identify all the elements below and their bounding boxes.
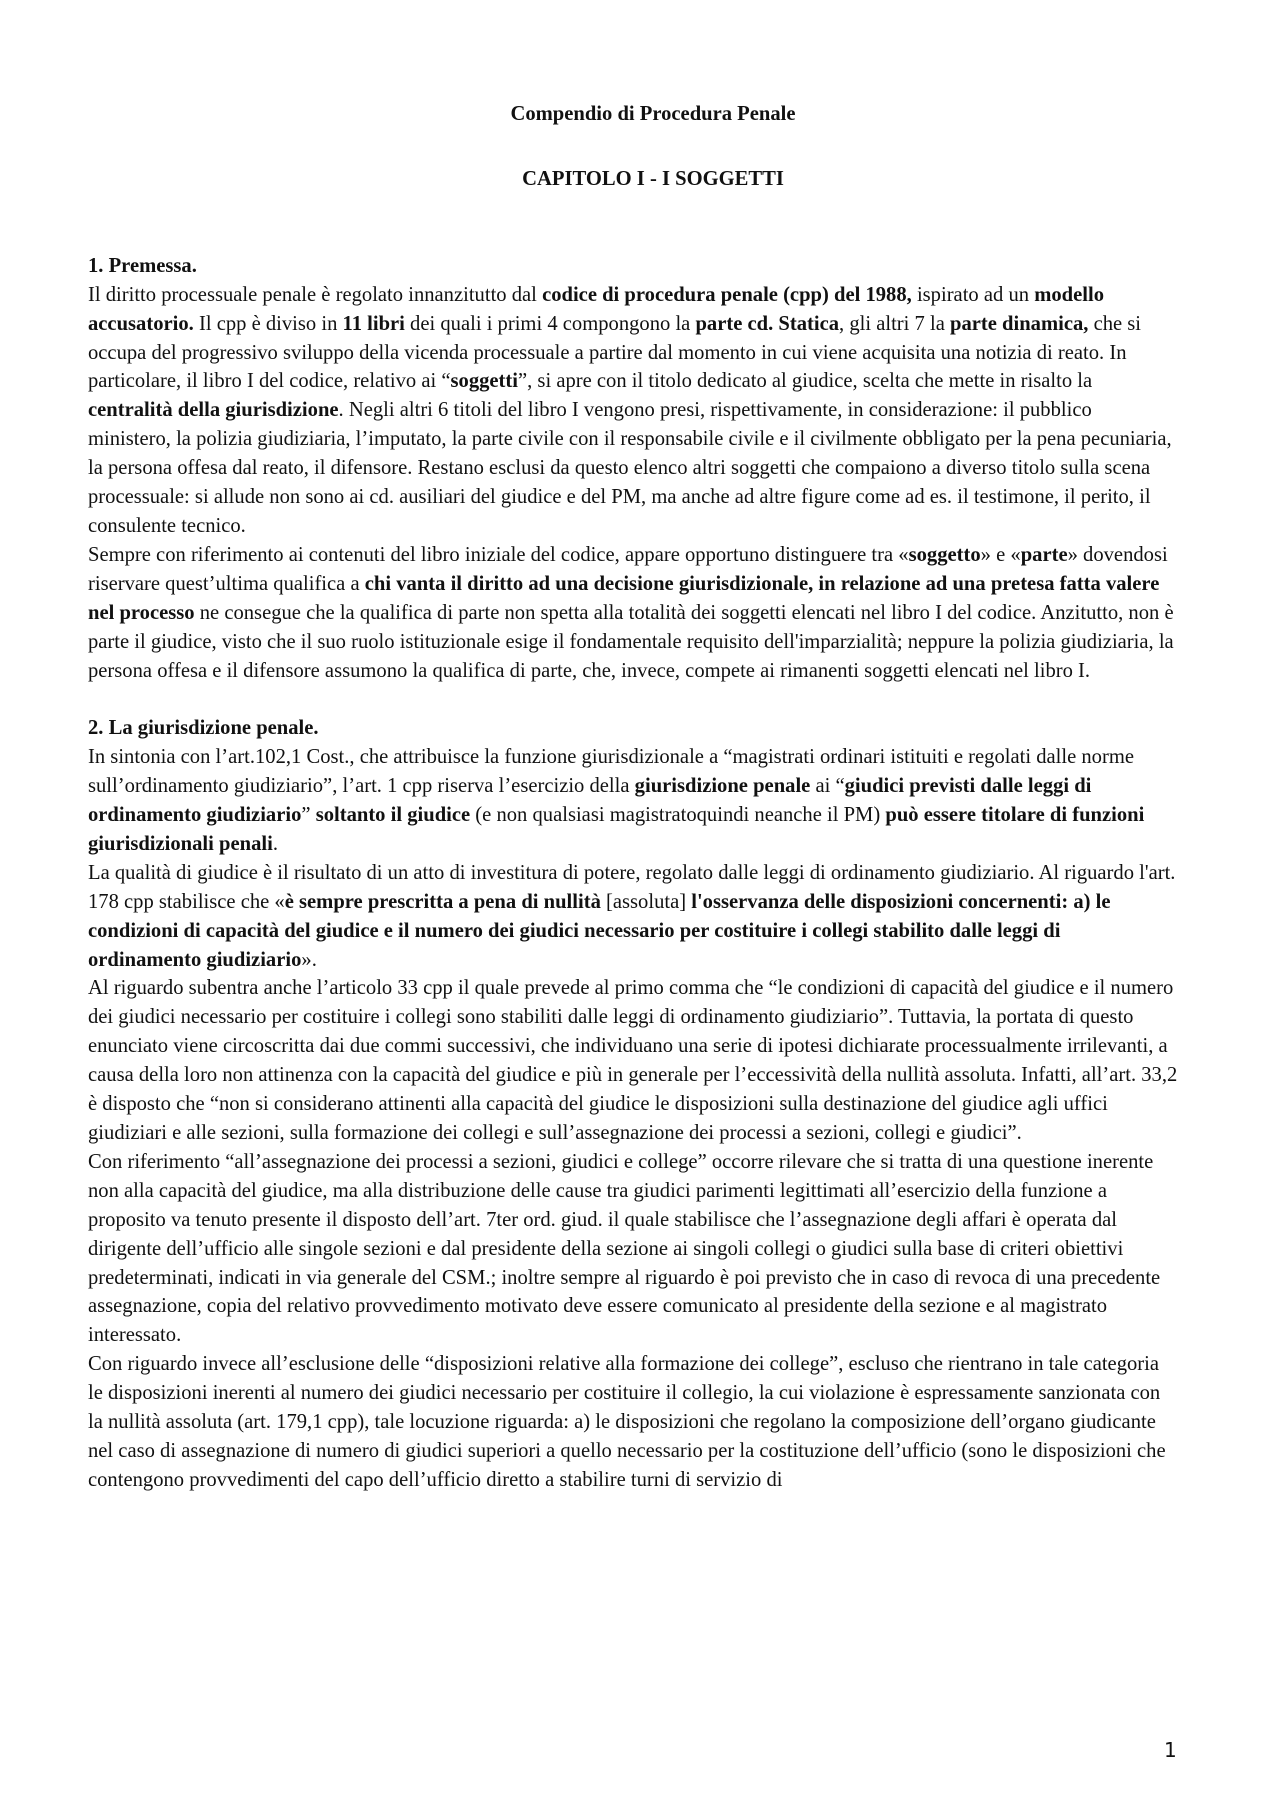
bold-text: soggetto bbox=[908, 543, 981, 566]
bold-text: parte bbox=[1020, 543, 1068, 566]
text-run: che si occupa del progressivo sviluppo della vicenda processuale a partire dal momento in cui viene acquisita una notizia di reato. In particolare, il libro I del codice, relativo ai “ bbox=[88, 312, 1142, 393]
paragraph bbox=[88, 281, 1178, 541]
bold-text: è sempre prescritta a pena di nullità bbox=[284, 890, 601, 913]
text-run: In sintonia con l’art.102,1 Cost., che attribuisce la funzione giurisdizionale a “magistrati ordinari istituiti e regolati dalle norme sull’ordinamento giudiziario”, l’art. 1 cpp riserva l’esercizio della bbox=[88, 746, 1134, 798]
bold-text: soggetti bbox=[450, 370, 518, 393]
paragraph bbox=[88, 859, 1178, 975]
text-run: (e non qualsiasi magistratoquindi neanche il PM) bbox=[470, 804, 886, 827]
text-run: ispirato ad un bbox=[911, 283, 1035, 306]
bold-text: 11 libri bbox=[342, 312, 405, 335]
text-run: ». bbox=[301, 948, 317, 971]
paragraph bbox=[88, 743, 1178, 859]
bold-text: soltanto il giudice bbox=[315, 804, 471, 827]
bold-text: parte dinamica, bbox=[949, 312, 1089, 335]
paragraph bbox=[88, 1148, 1178, 1350]
section-heading: 2. La giurisdizione penale. bbox=[88, 717, 319, 740]
section-premessa bbox=[88, 252, 1178, 686]
section-gap bbox=[88, 685, 1178, 714]
text-run: ”, si apre con il titolo dedicato al giudice, scelta che mette in risalto la bbox=[518, 370, 1093, 393]
bold-text: chi vanta il diritto ad una decisione giurisdizionale, in relazione ad una pretesa fatta valere nel processo bbox=[88, 572, 1160, 624]
text-run: La qualità di giudice è il risultato di un atto di investitura di potere, regolato dalle leggi di ordinamento giudiziario. Al riguardo l'art. 178 cpp stabilisce che « bbox=[88, 861, 1176, 913]
bold-text: parte cd. Statica bbox=[695, 312, 840, 335]
paragraph bbox=[88, 974, 1178, 1147]
text-run: [assoluta] bbox=[600, 890, 692, 913]
paragraph bbox=[88, 1350, 1178, 1495]
text-run: . Negli altri 6 titoli del libro I vengono presi, rispettivamente, in considerazione: il pubblico ministero, la polizia giudiziaria, l’imputato, la parte civile con il responsabile civile e il civilmente obbligato per la pena pecuniaria, la persona offesa dal reato, il difensore. Restano esclusi da questo elenco altri soggetti che compaiono a diverso titolo sulla scena processuale: si allude non sono ai cd. ausiliari del giudice e del PM, ma anche ad altre figure come ad es. il testimone, il perito, il consulente tecnico. bbox=[88, 399, 1172, 537]
page-number: 1 bbox=[1164, 1738, 1177, 1762]
text-run: Il diritto processuale penale è regolato innanzitutto dal bbox=[88, 283, 543, 306]
bold-text: l'osservanza delle disposizioni concernenti: a) le condizioni di capacità del giudice e il numero dei giudici necessario per costituire i collegi stabilito dalle leggi di ordinamento giudiziario bbox=[88, 890, 1111, 971]
text-run: Il cpp è diviso in bbox=[193, 312, 343, 335]
bold-text: giurisdizione penale bbox=[634, 775, 811, 798]
section-giurisdizione bbox=[88, 714, 1178, 1494]
text-run: ” bbox=[301, 804, 316, 827]
bold-text: modello accusatorio. bbox=[88, 283, 1104, 335]
text-run: » dovendosi riservare quest’ultima qualifica a bbox=[88, 543, 1168, 595]
text-run: ai “ bbox=[810, 775, 845, 798]
text-run: . bbox=[272, 832, 278, 855]
text-run: Sempre con riferimento ai contenuti del libro iniziale del codice, appare opportuno distinguere tra « bbox=[88, 543, 909, 566]
section-heading: 1. Premessa. bbox=[88, 254, 197, 277]
text-run: Con riferimento “all’assegnazione dei processi a sezioni, giudici e college” occorre rilevare che si tratta di una questione inerente non alla capacità del giudice, ma alla distribuzione delle cause tra giudici parimenti legittimati all’esercizio della funzione a proposito va tenuto presente il disposto dell’art. 7ter ord. giud. il quale stabilisce che l’assegnazione degli affari è operata dal dirigente dell’ufficio alle singole sezioni e dal presidente della sezione ai singoli collegi o giudici sulla base di criteri obiettivi predeterminati, indicati in via generale del CSM.; inoltre sempre al riguardo è poi previsto che in caso di revoca di una precedente assegnazione, copia del relativo provvedimento motivato deve essere comunicato al presidente della sezione e al magistrato interessato. bbox=[88, 1150, 1161, 1347]
text-run: » e « bbox=[980, 543, 1021, 566]
document-body bbox=[88, 100, 1178, 1495]
text-run: Al riguardo subentra anche l’articolo 33 cpp il quale prevede al primo comma che “le condizioni di capacità del giudice e il numero dei giudici necessario per costituire i collegi sono stabiliti dalle leggi di ordinamento giudiziario”. Tuttavia, la portata di questo enunciato viene circoscritta dai due commi successivi, che individuano una serie di ipotesi dichiarate processualmente irrilevanti, a causa della loro non attinenza con la capacità del giudice e più in generale per l’eccessività della nullità assoluta. Infatti, all’art. 33,2 è disposto che “non si considerano attinenti alla capacità del giudice le disposizioni sulla destinazione del giudice agli uffici giudiziari e alle sezioni, sulla formazione dei collegi e sull’assegnazione dei processi a sezioni, collegi e giudici”. bbox=[88, 977, 1178, 1144]
bold-text: può essere titolare di funzioni giurisdizionali penali bbox=[88, 804, 1145, 855]
chapter-title: CAPITOLO I - I SOGGETTI bbox=[522, 167, 784, 190]
text-run: ne consegue che la qualifica di parte non spetta alla totalità dei soggetti elencati nel libro I del codice. Anzitutto, non è parte il giudice, visto che il suo ruolo istituzionale esige il fondamentale requisito dell'imparzialità; neppure la polizia giudiziaria, la persona offesa e il difensore assumono la qualifica di parte, che, invece, compete ai rimanenti soggetti elencati nel libro I. bbox=[88, 601, 1174, 682]
paragraph bbox=[88, 541, 1178, 686]
bold-text: centralità della giurisdizione bbox=[88, 399, 339, 422]
document-title: Compendio di Procedura Penale bbox=[510, 103, 796, 125]
text-run: dei quali i primi 4 compongono la bbox=[404, 312, 696, 335]
bold-text: giudici previsti dalle leggi di ordinamento giudiziario bbox=[88, 775, 1092, 827]
text-run: , gli altri 7 la bbox=[839, 312, 950, 335]
bold-text: codice di procedura penale (cpp) del 1988, bbox=[542, 283, 912, 306]
text-run: Con riguardo invece all’esclusione delle “disposizioni relative alla formazione dei college”, escluso che rientrano in tale categoria le disposizioni inerenti al numero dei giudici necessario per costituire il collegio, la cui violazione è espressamente sanzionata con la nullità assoluta (art. 179,1 cpp), tale locuzione riguarda: a) le disposizioni che regolano la composizione dell’organo giudicante nel caso di assegnazione di numero di giudici superiori a quello necessario per la costituzione dell’ufficio (sono le disposizioni che contengono provvedimenti del capo dell’ufficio diretto a stabilire turni di servizio di bbox=[88, 1353, 1166, 1491]
